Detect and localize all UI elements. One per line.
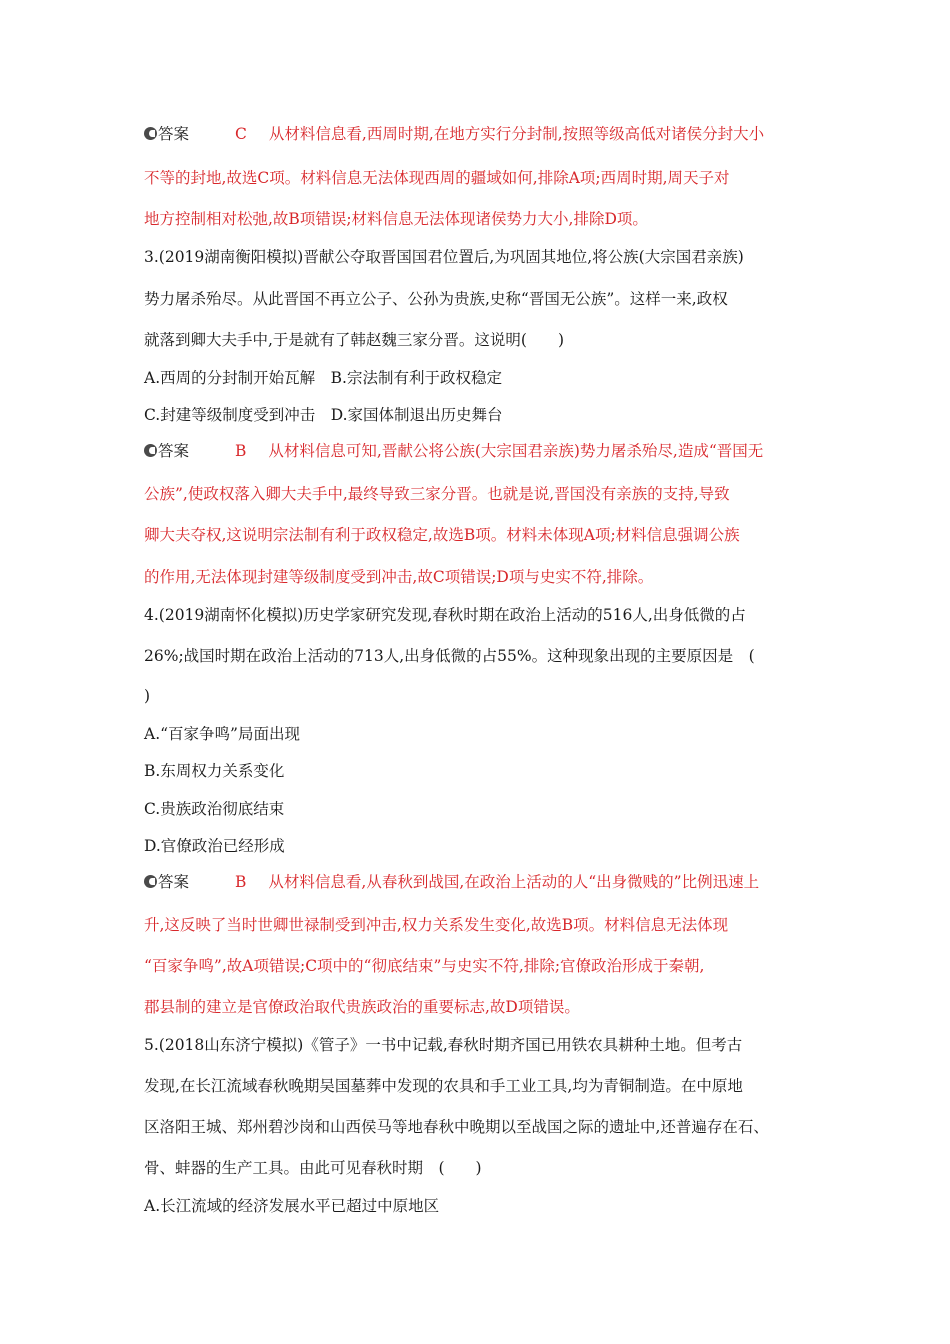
answer-line: 公族”,使政权落入卿大夫手中,最终导致三家分晋。也就是说,晋国没有亲族的支持,导致 [144, 485, 730, 503]
answer-line [144, 872, 824, 892]
question-stem-line: 骨、蚌器的生产工具。由此可见春秋时期 ( ) [144, 1159, 482, 1177]
answer-label: 答案 [158, 442, 190, 460]
answer-letter: C [235, 125, 247, 143]
answer-icon [144, 875, 157, 888]
question-stem-line: 3.(2019湖南衡阳模拟)晋献公夺取晋国国君位置后,为巩固其地位,将公族(大宗国君亲族) [144, 248, 744, 266]
question-option: A.长江流域的经济发展水平已超过中原地区 [144, 1197, 440, 1215]
answer-label: 答案 [158, 125, 190, 143]
question-option: C.贵族政治彻底结束 [144, 800, 285, 818]
answer-letter: B [235, 442, 247, 460]
answer-label: 答案 [158, 873, 190, 891]
question-stem-line: 势力屠杀殆尽。从此晋国不再立公子、公孙为贵族,史称“晋国无公族”。这样一来,政权 [144, 290, 728, 308]
question-option: A.西周的分封制开始瓦解 B.宗法制有利于政权稳定 [144, 369, 502, 387]
question-option: B.东周权力关系变化 [144, 762, 285, 780]
answer-line [144, 124, 824, 144]
answer-text: 从材料信息看,西周时期,在地方实行分封制,按照等级高低对诸侯分封大小 [268, 125, 765, 143]
answer-letter: B [235, 873, 247, 891]
answer-icon [144, 444, 157, 457]
answer-line: 的作用,无法体现封建等级制度受到冲击,故C项错误;D项与史实不符,排除。 [144, 568, 654, 586]
question-stem-line: 就落到卿大夫手中,于是就有了韩赵魏三家分晋。这说明( ) [144, 331, 565, 349]
question-stem-line: ) [144, 687, 151, 705]
question-stem-line: 4.(2019湖南怀化模拟)历史学家研究发现,春秋时期在政治上活动的516人,出身低微的占 [144, 606, 746, 624]
answer-line: 升,这反映了当时世卿世禄制受到冲击,权力关系发生变化,故选B项。材料信息无法体现 [144, 916, 729, 934]
answer-line: 不等的封地,故选C项。材料信息无法体现西周的疆域如何,排除A项;西周时期,周天子对 [144, 169, 730, 187]
answer-line: 地方控制相对松弛,故B项错误;材料信息无法体现诸侯势力大小,排除D项。 [144, 210, 648, 228]
answer-icon [144, 127, 157, 140]
question-stem-line: 26%;战国时期在政治上活动的713人,出身低微的占55%。这种现象出现的主要原因是 ( [144, 647, 755, 665]
question-stem-line: 发现,在长江流域春秋晚期吴国墓葬中发现的农具和手工业工具,均为青铜制造。在中原地 [144, 1077, 743, 1095]
question-option: A.“百家争鸣”局面出现 [144, 725, 300, 743]
question-stem-line: 5.(2018山东济宁模拟)《管子》一书中记载,春秋时期齐国已用铁农具耕种土地。但考古 [144, 1036, 743, 1054]
answer-line: 卿大夫夺权,这说明宗法制有利于政权稳定,故选B项。材料未体现A项;材料信息强调公族 [144, 526, 740, 544]
question-stem-line: 区洛阳王城、郑州碧沙岗和山西侯马等地春秋中晚期以至战国之际的遗址中,还普遍存在石、 [144, 1118, 769, 1136]
question-option: C.封建等级制度受到冲击 D.家国体制退出历史舞台 [144, 406, 503, 424]
answer-text: 从材料信息可知,晋献公将公族(大宗国君亲族)势力屠杀殆尽,造成“晋国无 [268, 442, 764, 460]
answer-line: “百家争鸣”,故A项错误;C项中的“彻底结束”与史实不符,排除;官僚政治形成于秦朝, [144, 957, 705, 975]
answer-line: 郡县制的建立是官僚政治取代贵族政治的重要标志,故D项错误。 [144, 998, 580, 1016]
answer-text: 从材料信息看,从春秋到战国,在政治上活动的人“出身微贱的”比例迅速上 [268, 873, 760, 891]
question-option: D.官僚政治已经形成 [144, 837, 285, 855]
answer-line [144, 441, 824, 461]
